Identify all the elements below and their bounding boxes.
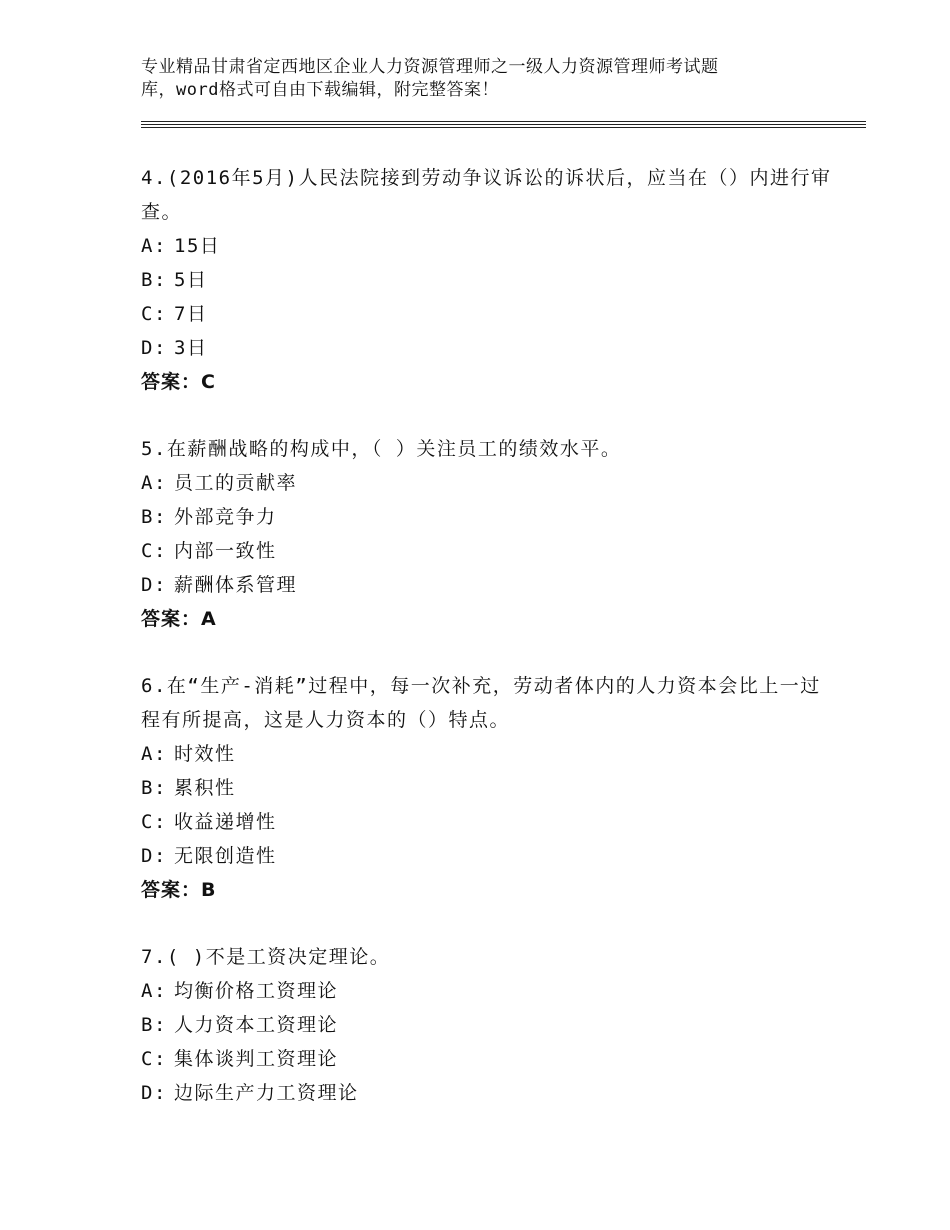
option-key: A: bbox=[141, 980, 167, 1002]
option-a bbox=[141, 737, 841, 771]
option-value: 均衡价格工资理论 bbox=[174, 980, 339, 1002]
option-d bbox=[141, 839, 841, 873]
option-c bbox=[141, 534, 841, 568]
question-4 bbox=[141, 161, 841, 399]
header-divider-top bbox=[141, 121, 866, 122]
option-value: 无限创造性 bbox=[174, 845, 277, 867]
option-b bbox=[141, 500, 841, 534]
option-d bbox=[141, 1076, 841, 1110]
option-b bbox=[141, 771, 841, 805]
option-a bbox=[141, 974, 841, 1008]
option-value: 3日 bbox=[174, 337, 208, 359]
option-key: D: bbox=[141, 845, 167, 867]
option-key: C: bbox=[141, 811, 167, 833]
option-a bbox=[141, 466, 841, 500]
question-text: 4.(2016年5月)人民法院接到劳动争议诉讼的诉状后，应当在（）内进行审查。 bbox=[141, 167, 832, 223]
option-value: 收益递增性 bbox=[174, 811, 277, 833]
answer-line: 答案：A bbox=[141, 608, 217, 630]
option-d bbox=[141, 331, 841, 365]
option-d bbox=[141, 568, 841, 602]
option-key: B: bbox=[141, 506, 167, 528]
option-b bbox=[141, 1008, 841, 1042]
header-line-1: 专业精品甘肃省定西地区企业人力资源管理师之一级人力资源管理师考试题 bbox=[141, 57, 719, 77]
question-text: 7.( )不是工资决定理论。 bbox=[141, 946, 391, 968]
question-7 bbox=[141, 940, 841, 1110]
option-key: B: bbox=[141, 777, 167, 799]
option-key: C: bbox=[141, 1048, 167, 1070]
option-key: D: bbox=[141, 1082, 167, 1104]
option-value: 集体谈判工资理论 bbox=[174, 1048, 339, 1070]
option-key: B: bbox=[141, 1014, 167, 1036]
answer-line: 答案：B bbox=[141, 879, 217, 901]
option-value: 15日 bbox=[174, 235, 221, 257]
question-text: 6.在“生产-消耗”过程中，每一次补充，劳动者体内的人力资本会比上一过程有所提高，这是人力资本的（）特点。 bbox=[141, 675, 821, 731]
option-key: A: bbox=[141, 743, 167, 765]
option-value: 5日 bbox=[174, 269, 208, 291]
option-c bbox=[141, 805, 841, 839]
option-value: 时效性 bbox=[174, 743, 236, 765]
header-line-2: 库，word格式可自由下载编辑，附完整答案！ bbox=[141, 80, 499, 100]
option-value: 边际生产力工资理论 bbox=[174, 1082, 359, 1104]
option-key: D: bbox=[141, 337, 167, 359]
option-key: A: bbox=[141, 235, 167, 257]
question-list bbox=[141, 161, 841, 1143]
header-divider-bottom bbox=[141, 127, 866, 128]
question-6 bbox=[141, 669, 841, 907]
option-c bbox=[141, 1042, 841, 1076]
option-value: 外部竞争力 bbox=[174, 506, 277, 528]
option-value: 人力资本工资理论 bbox=[174, 1014, 339, 1036]
option-value: 薪酬体系管理 bbox=[174, 574, 298, 596]
option-key: B: bbox=[141, 269, 167, 291]
option-key: D: bbox=[141, 574, 167, 596]
option-value: 累积性 bbox=[174, 777, 236, 799]
answer-line: 答案：C bbox=[141, 371, 216, 393]
option-key: C: bbox=[141, 303, 167, 325]
option-key: C: bbox=[141, 540, 167, 562]
header-divider-middle bbox=[141, 124, 866, 125]
option-value: 内部一致性 bbox=[174, 540, 277, 562]
option-value: 7日 bbox=[174, 303, 208, 325]
document-header bbox=[141, 56, 841, 102]
option-key: A: bbox=[141, 472, 167, 494]
question-5 bbox=[141, 432, 841, 636]
question-text: 5.在薪酬战略的构成中，（ ）关注员工的绩效水平。 bbox=[141, 438, 622, 460]
option-value: 员工的贡献率 bbox=[174, 472, 298, 494]
option-a bbox=[141, 229, 841, 263]
option-b bbox=[141, 263, 841, 297]
option-c bbox=[141, 297, 841, 331]
